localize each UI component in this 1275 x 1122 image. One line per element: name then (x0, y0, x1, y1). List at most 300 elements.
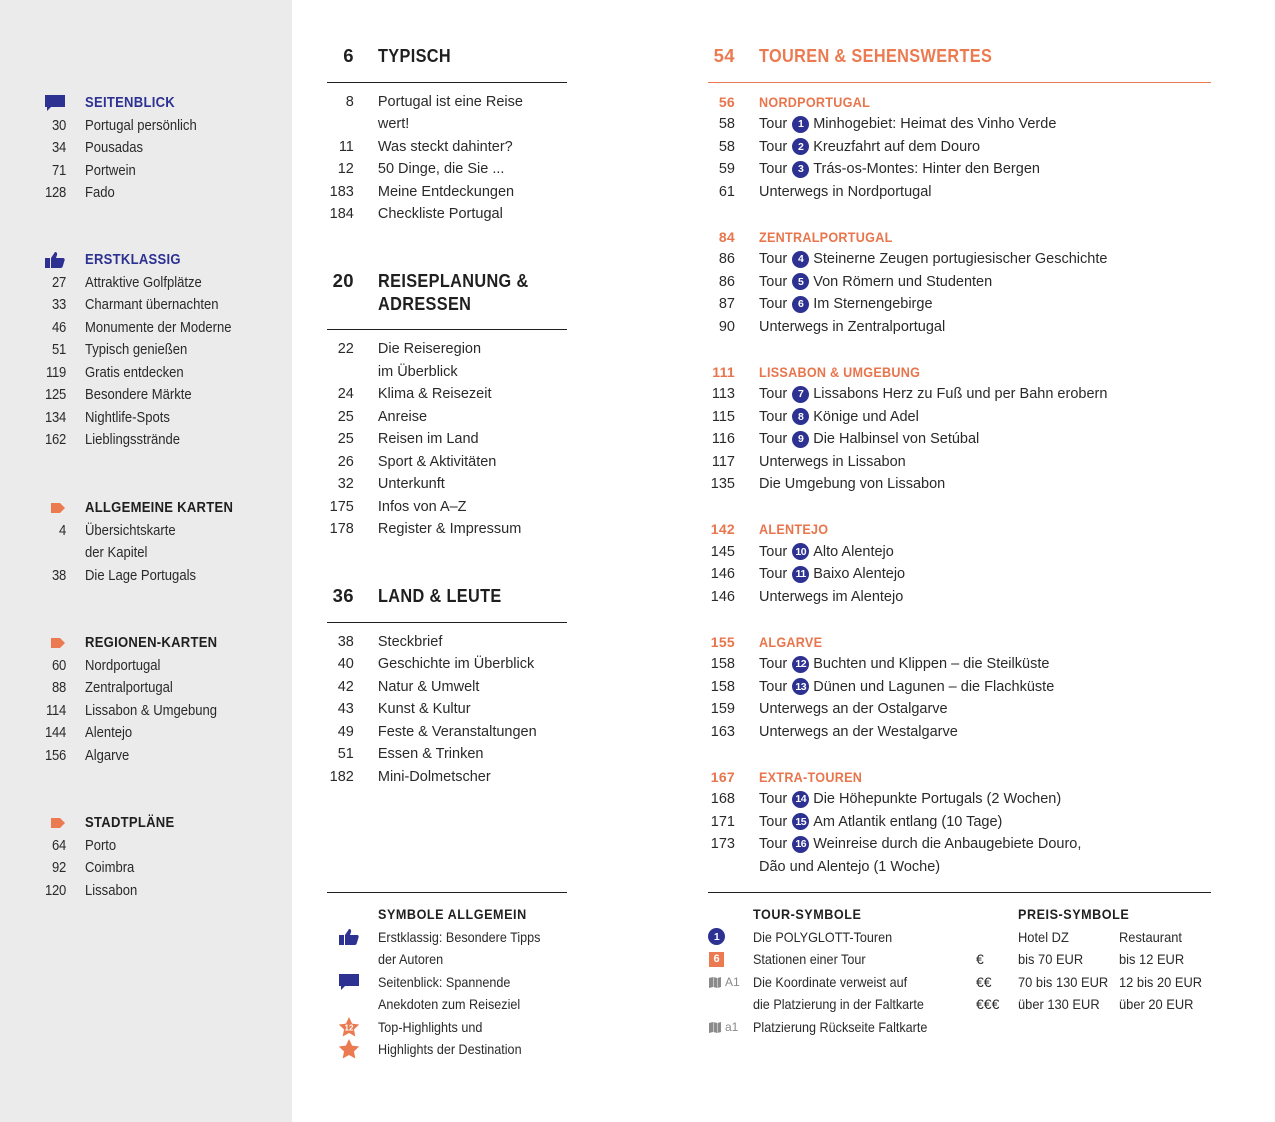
page-number: 51 (337, 746, 354, 762)
toc-entry[interactable] (327, 136, 567, 159)
region-header[interactable] (708, 766, 1211, 789)
tour-number-badge: 3 (792, 161, 809, 178)
toc-entry[interactable] (708, 698, 1211, 721)
toc-entry[interactable] (708, 586, 1211, 609)
tour-entry[interactable] (708, 541, 1211, 564)
item-label: Portugal persönlich (85, 117, 197, 134)
sidebar-item[interactable] (40, 384, 280, 407)
tour-prefix: Tour (759, 791, 788, 807)
legend-label: Die Koordinate verweist auf (753, 973, 908, 990)
tour-prefix: Tour (759, 116, 788, 132)
item-label: Lissabon (85, 882, 138, 899)
tour-number-badge: 4 (792, 251, 809, 268)
entry-label: Die Halbinsel von Setúbal (813, 431, 980, 447)
page-number: 38 (52, 567, 66, 584)
tour-entry[interactable] (708, 383, 1211, 406)
sidebar-item[interactable] (40, 520, 280, 543)
page-number: 171 (710, 813, 735, 830)
item-label: Übersichtskarte (85, 522, 176, 539)
page-number: 184 (329, 206, 354, 222)
sidebar-item[interactable] (40, 655, 280, 678)
entry-label: Unterwegs an der Ostalgarve (759, 701, 948, 717)
page-number: 158 (710, 678, 735, 695)
entry-label: Checkliste Portugal (377, 206, 503, 222)
page-number: 33 (52, 297, 66, 314)
page-number: 40 (337, 656, 354, 672)
tour-number-badge: 9 (792, 431, 809, 448)
entry-label: Natur & Umwelt (377, 678, 480, 695)
region-page-number: 111 (712, 363, 735, 380)
divider (708, 82, 1211, 83)
station-square-icon (708, 952, 753, 967)
toc-entry[interactable] (327, 743, 567, 766)
sidebar-item[interactable] (40, 745, 280, 768)
legend-label: Top-Highlights und (378, 1018, 483, 1035)
tour-number-badge: 16 (792, 836, 809, 853)
toc-entry[interactable] (327, 698, 567, 721)
sidebar-item[interactable] (40, 542, 280, 565)
page-number: 145 (710, 543, 735, 560)
price-restaurant: bis 12 EUR (1119, 951, 1185, 968)
page-number: 12 (337, 161, 354, 177)
region-page-number: 155 (710, 633, 735, 650)
legend-label: Platzierung Rückseite Faltkarte (753, 1018, 928, 1035)
tour-prefix: Tour (759, 138, 788, 155)
divider (327, 329, 567, 330)
price-restaurant: 12 bis 20 EUR (1119, 973, 1203, 990)
toc-entry[interactable] (327, 676, 567, 699)
toc-entry[interactable] (708, 473, 1211, 496)
coordinate-label: a1 (725, 1019, 739, 1034)
page-number (708, 856, 735, 879)
page-number: 24 (337, 386, 354, 402)
page-number: 182 (329, 768, 354, 785)
page-number: 49 (337, 723, 354, 740)
region-header[interactable] (708, 518, 1211, 541)
toc-entry[interactable] (327, 361, 567, 384)
legend-price-symbols (976, 903, 1219, 1016)
coordinate-label: A1 (725, 974, 740, 989)
toc-section-touren (708, 45, 1211, 878)
divider (327, 82, 567, 83)
page-number: 146 (710, 566, 735, 582)
legend-label: Highlights der Destination (378, 1041, 522, 1057)
page-number: 128 (45, 185, 66, 202)
sidebar-item[interactable] (40, 115, 280, 138)
page-number: 120 (45, 882, 66, 899)
legend-general-symbols (329, 903, 569, 1061)
sidebar-group-regionen-karten (40, 632, 280, 767)
legend-label: Die POLYGLOTT-Touren (753, 928, 893, 945)
sidebar-item[interactable] (40, 677, 280, 700)
price-hotel: bis 70 EUR (1018, 951, 1084, 968)
item-label: Pousadas (85, 140, 144, 157)
section-header[interactable] (327, 270, 567, 315)
tour-entry[interactable] (708, 113, 1211, 136)
page-number: 27 (52, 274, 66, 291)
page-number: 144 (45, 725, 66, 742)
region-title: ZENTRALPORTUGAL (759, 228, 893, 245)
page-number: 175 (329, 498, 354, 515)
toc-entry-continuation[interactable] (708, 856, 1211, 879)
entry-label: Unterwegs an der Westalgarve (759, 723, 958, 740)
tour-entry[interactable] (708, 271, 1211, 294)
page-number: 8 (345, 93, 354, 110)
entry-label: Reisen im Land (377, 431, 479, 447)
item-label: Die Lage Portugals (85, 567, 196, 584)
region-title: LISSABON & UMGEBUNG (759, 363, 921, 380)
page-number: 114 (46, 702, 66, 719)
toc-entry[interactable] (327, 631, 567, 654)
page-number: 51 (52, 342, 66, 359)
section-page-number: 20 (332, 270, 354, 291)
price-hotel: 70 bis 130 EUR (1018, 973, 1109, 990)
toc-section-reiseplanung (327, 270, 567, 541)
toc-entry[interactable] (327, 496, 567, 519)
region-header[interactable] (708, 226, 1211, 249)
toc-entry[interactable] (327, 91, 567, 114)
entry-label: Buchten und Klippen – die Steilküste (813, 656, 1050, 672)
page-number: 64 (52, 837, 66, 854)
tour-entry[interactable] (708, 653, 1211, 676)
sidebar-group-title: STADTPLÄNE (85, 815, 175, 832)
tour-entry[interactable] (708, 293, 1211, 316)
tour-entry[interactable] (708, 811, 1211, 834)
entry-label: Im Sternengebirge (813, 296, 933, 312)
page-number: 162 (45, 432, 66, 449)
toc-entry[interactable] (327, 113, 567, 136)
sidebar-item[interactable] (40, 835, 280, 858)
sidebar-group-title: SEITENBLICK (85, 95, 175, 112)
toc-entry[interactable] (327, 158, 567, 181)
page-number: 4 (59, 522, 66, 539)
sidebar-group-header[interactable] (40, 249, 280, 272)
item-label: Nordportugal (85, 657, 161, 674)
legend-label: Seitenblick: Spannende (378, 973, 511, 990)
tour-prefix: Tour (759, 408, 788, 425)
toc-entry[interactable] (708, 181, 1211, 204)
price-row (976, 971, 1219, 994)
toc-entry[interactable] (708, 451, 1211, 474)
entry-label: Unterwegs im Alentejo (759, 588, 904, 605)
section-page-number: 36 (332, 585, 354, 606)
region-header[interactable] (708, 361, 1211, 384)
entry-label: Am Atlantik entlang (10 Tage) (813, 813, 1003, 830)
entry-label: Unterwegs in Nordportugal (759, 183, 932, 200)
section-title: TOUREN & SEHENSWERTES (759, 45, 993, 66)
entry-label: Feste & Veranstaltungen (377, 723, 537, 740)
sidebar-group-header[interactable] (40, 497, 280, 520)
entry-label: Die Höhepunkte Portugals (2 Wochen) (813, 791, 1062, 807)
map-tag-icon (40, 817, 66, 829)
page-number: 146 (710, 588, 735, 605)
item-label: Porto (85, 837, 117, 854)
entry-label: wert! (377, 116, 410, 132)
tour-prefix: Tour (759, 431, 788, 447)
region-page-number: 167 (710, 768, 735, 785)
toc-entry[interactable] (327, 203, 567, 226)
entry-label: Register & Impressum (377, 521, 522, 537)
item-label: Zentralportugal (85, 680, 173, 697)
toc-entry[interactable] (327, 473, 567, 496)
entry-label: Was steckt dahinter? (377, 138, 513, 155)
page-number: 34 (52, 140, 66, 157)
divider (327, 622, 567, 623)
item-label: Lissabon & Umgebung (85, 702, 218, 719)
section-title-line: ADRESSEN (378, 292, 472, 314)
tour-prefix: Tour (759, 813, 788, 830)
legend-title: PREIS-SYMBOLE (1018, 906, 1130, 923)
page-number: 42 (337, 678, 354, 695)
page-number: 173 (710, 836, 735, 852)
legend-label: Erstklassig: Besondere Tipps (378, 928, 541, 945)
tour-entry[interactable] (708, 136, 1211, 159)
tour-prefix: Tour (759, 543, 788, 560)
sidebar-group-header[interactable] (40, 632, 280, 655)
legend-divider (327, 892, 567, 893)
page-number (327, 113, 354, 136)
entry-label: Könige und Adel (813, 408, 919, 425)
item-label: Coimbra (85, 860, 135, 877)
price-restaurant-header: Restaurant (1119, 928, 1183, 945)
tour-number-badge: 5 (792, 273, 809, 290)
item-label: Attraktive Golfplätze (85, 274, 202, 291)
tour-prefix: Tour (759, 273, 788, 290)
star-icon (329, 1038, 369, 1060)
region-page-number: 84 (718, 228, 735, 245)
tour-number-badge: 1 (792, 116, 809, 133)
tour-entry[interactable] (708, 563, 1211, 586)
sidebar-item[interactable] (40, 429, 280, 452)
entry-label: Baixo Alentejo (813, 566, 906, 582)
legend-divider (708, 892, 1211, 893)
page-number: 38 (337, 633, 354, 650)
entry-label: Dünen und Lagunen – die Flachküste (813, 678, 1055, 695)
toc-entry[interactable] (327, 518, 567, 541)
item-label: Algarve (85, 747, 130, 764)
star-number: 12 (344, 1023, 354, 1033)
tour-prefix: Tour (759, 566, 788, 582)
page-number: 163 (710, 723, 735, 740)
sidebar-item[interactable] (40, 722, 280, 745)
page-number: 115 (711, 408, 735, 425)
page-number: 90 (718, 318, 735, 335)
page-number: 25 (337, 408, 354, 425)
page-number: 87 (718, 296, 735, 312)
entry-label: Weinreise durch die Anbaugebiete Douro, (813, 836, 1082, 852)
page-number: 159 (710, 701, 735, 717)
entry-label: Essen & Trinken (377, 746, 484, 762)
sidebar-item[interactable] (40, 317, 280, 340)
sidebar-item[interactable] (40, 700, 280, 723)
entry-label: Lissabons Herz zu Fuß und per Bahn erobern (813, 386, 1108, 402)
toc-section-typisch (327, 45, 567, 226)
entry-label: 50 Dinge, die Sie ... (377, 161, 505, 177)
item-label: der Kapitel (85, 545, 148, 562)
page-number: 117 (711, 453, 735, 470)
tour-number-badge: 10 (792, 543, 809, 560)
item-label: Gratis entdecken (85, 364, 184, 381)
sidebar-item[interactable] (40, 272, 280, 295)
sidebar-group-header[interactable] (40, 92, 280, 115)
toc-entry[interactable] (327, 338, 567, 361)
item-label: Fado (85, 185, 115, 202)
toc-entry[interactable] (327, 181, 567, 204)
page-number: 43 (337, 701, 354, 717)
price-symbol: €€€ (976, 996, 1000, 1013)
legend-tour-symbols (708, 903, 978, 1038)
entry-label: Von Römern und Studenten (813, 273, 993, 290)
item-label: Charmant übernachten (85, 297, 219, 314)
tour-entry[interactable] (708, 788, 1211, 811)
entry-label: Infos von A–Z (377, 498, 467, 515)
entry-label: Steinerne Zeugen portugiesischer Geschichte (813, 251, 1108, 267)
region-title: NORDPORTUGAL (759, 93, 871, 110)
toc-entry[interactable] (327, 428, 567, 451)
region-header[interactable] (708, 91, 1211, 114)
tour-number-badge: 11 (792, 566, 809, 583)
page-number: 59 (718, 161, 735, 177)
section-page-number: 54 (713, 45, 735, 66)
price-header-row (976, 926, 1219, 949)
toc-entry[interactable] (327, 383, 567, 406)
sidebar-group-stadtplaene (40, 812, 280, 902)
sidebar-item[interactable] (40, 407, 280, 430)
entry-label: Mini-Dolmetscher (377, 768, 491, 785)
sidebar-item[interactable] (40, 137, 280, 160)
entry-label: Anreise (377, 408, 428, 425)
sidebar-item[interactable] (40, 294, 280, 317)
page-number: 26 (337, 453, 354, 470)
sidebar-group-title: REGIONEN-KARTEN (85, 635, 218, 652)
sidebar-group-title: ALLGEMEINE KARTEN (85, 500, 234, 517)
price-row (976, 948, 1219, 971)
sidebar-group-seitenblick (40, 92, 280, 205)
tour-entry[interactable] (708, 158, 1211, 181)
toc-entry[interactable] (708, 721, 1211, 744)
price-restaurant: über 20 EUR (1119, 996, 1194, 1013)
tour-number-badge: 13 (792, 678, 809, 695)
section-page-number: 6 (343, 45, 354, 66)
page-number: 113 (711, 386, 735, 402)
section-title-line: REISEPLANUNG & (378, 270, 529, 291)
entry-label: Unterkunft (377, 476, 445, 492)
tour-entry[interactable] (708, 833, 1211, 856)
sidebar-group-erstklassig (40, 249, 280, 452)
map-tag-icon (40, 637, 66, 649)
legend-label: der Autoren (378, 951, 444, 967)
page-number: 178 (329, 521, 354, 537)
sidebar-group-title: ERSTKLASSIG (85, 252, 181, 269)
toc-entry[interactable] (327, 766, 567, 789)
toc-entry[interactable] (327, 451, 567, 474)
entry-label: im Überblick (377, 363, 458, 380)
tour-number-badge: 14 (792, 791, 809, 808)
entry-label: Meine Entdeckungen (377, 183, 515, 200)
page-number: 32 (337, 476, 354, 492)
toc-entry[interactable] (708, 316, 1211, 339)
map-coordinate-icon (708, 1016, 753, 1039)
price-symbol: €€ (976, 973, 992, 990)
item-label: Portwein (85, 162, 136, 179)
section-header[interactable] (708, 45, 1211, 68)
thumbs-up-icon (40, 251, 66, 269)
region-title: ALGARVE (759, 633, 823, 650)
speech-bubble-icon (40, 94, 66, 112)
sidebar-item[interactable] (40, 857, 280, 880)
sidebar-group-allgemeine-karten (40, 497, 280, 587)
sidebar-item[interactable] (40, 182, 280, 205)
sidebar-item[interactable] (40, 339, 280, 362)
toc-section-land-leute (327, 585, 567, 788)
tour-prefix: Tour (759, 836, 788, 852)
region-page-number: 142 (710, 521, 735, 537)
entry-label: Sport & Aktivitäten (377, 453, 497, 470)
sidebar-group-header[interactable] (40, 812, 280, 835)
page-number: 92 (52, 860, 66, 877)
station-number: 6 (709, 952, 724, 967)
tour-entry[interactable] (708, 428, 1211, 451)
page-number: 119 (46, 364, 66, 381)
page-number: 134 (45, 409, 66, 426)
region-header[interactable] (708, 631, 1211, 654)
tour-entry[interactable] (708, 406, 1211, 429)
region-title: EXTRA-TOUREN (759, 768, 863, 785)
tour-number-badge: 15 (792, 813, 809, 830)
tour-prefix: Tour (759, 656, 788, 672)
region-title: ALENTEJO (759, 521, 829, 537)
page-number: 183 (329, 183, 354, 200)
section-title (378, 270, 529, 315)
page-number: 135 (710, 476, 735, 492)
region-page-number: 56 (718, 93, 735, 110)
page-number: 60 (52, 657, 66, 674)
page-number: 158 (710, 656, 735, 672)
sidebar-item[interactable] (40, 362, 280, 385)
page-number (327, 361, 354, 384)
section-header[interactable] (327, 585, 567, 608)
page-number: 58 (718, 116, 735, 132)
sidebar-item[interactable] (40, 880, 280, 903)
entry-label: Trás-os-Montes: Hinter den Bergen (813, 161, 1040, 177)
entry-label: Unterwegs in Zentralportugal (759, 318, 946, 335)
page-number: 61 (718, 183, 735, 200)
tour-entry[interactable] (708, 248, 1211, 271)
sidebar-item[interactable] (40, 565, 280, 588)
numbered-star-icon (329, 1016, 369, 1038)
tour-prefix: Tour (759, 296, 788, 312)
entry-label: Kunst & Kultur (377, 701, 471, 717)
section-header[interactable] (327, 45, 567, 68)
price-hotel-header: Hotel DZ (1018, 928, 1069, 945)
legend-label: Stationen einer Tour (753, 951, 866, 967)
page-number: 30 (52, 117, 66, 134)
legend-label: die Platzierung in der Faltkarte (753, 996, 924, 1012)
toc-entry[interactable] (327, 406, 567, 429)
page-number: 25 (337, 431, 354, 447)
sidebar-item[interactable] (40, 160, 280, 183)
page-number: 168 (710, 791, 735, 807)
legend-label: Anekdoten zum Reiseziel (378, 996, 521, 1012)
toc-entry[interactable] (327, 721, 567, 744)
page-number: 46 (52, 319, 66, 336)
page-number: 11 (338, 138, 354, 155)
map-coordinate-icon (708, 971, 753, 994)
section-title: LAND & LEUTE (378, 585, 502, 606)
entry-label: Unterwegs in Lissabon (759, 453, 906, 470)
toc-entry[interactable] (327, 653, 567, 676)
tour-entry[interactable] (708, 676, 1211, 699)
